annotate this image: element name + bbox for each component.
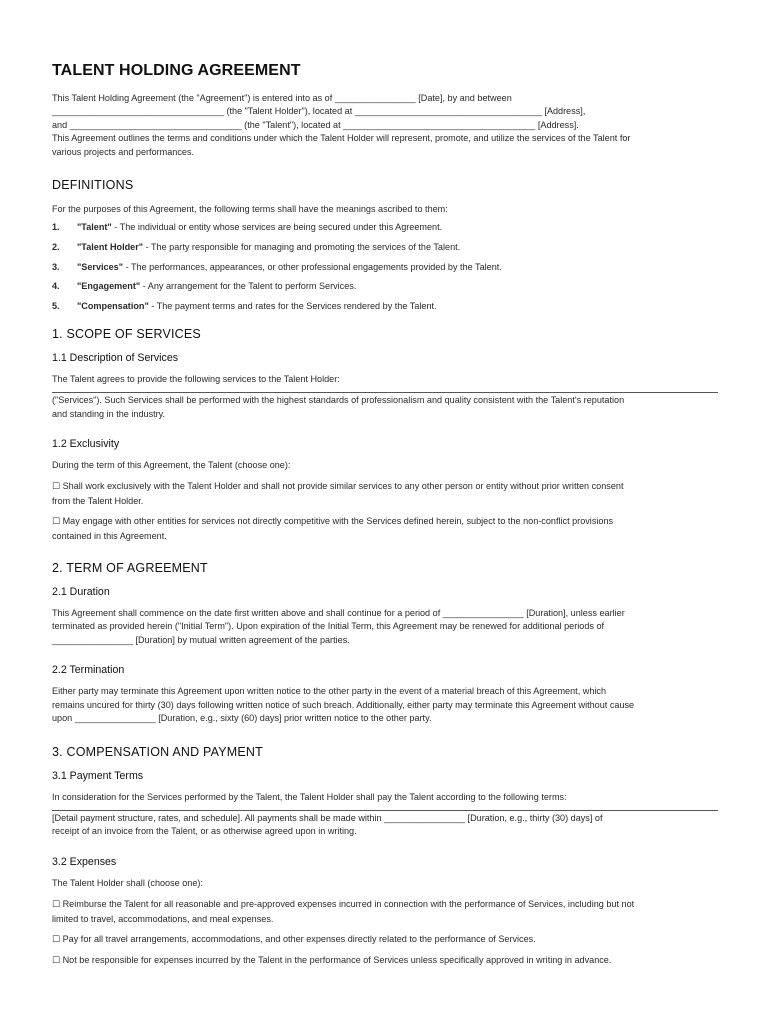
compensation-heading: 3. COMPENSATION AND PAYMENT <box>52 744 263 759</box>
expenses-option-pay-travel[interactable] <box>52 933 718 947</box>
intro-line: This Talent Holding Agreement (the "Agreement") is entered into as of ________________ [Date], by and between <box>52 93 512 103</box>
option-text: Shall work exclusively with the Talent Holder and shall not provide similar services to any other person or entity without prior written consent <box>62 481 624 492</box>
checkbox-icon[interactable]: ☐ <box>52 956 61 967</box>
intro-line: __________________________________ (the "Talent Holder"), located at _____________________________________ [Address], <box>52 106 586 117</box>
checkbox-icon[interactable]: ☐ <box>52 934 61 945</box>
duration-heading: 2.1 Duration <box>52 586 110 599</box>
definition-text: - Any arrangement for the Talent to perform Services. <box>140 281 357 292</box>
checkbox-icon[interactable]: ☐ <box>52 517 61 528</box>
checkbox-icon[interactable]: ☐ <box>52 900 61 911</box>
intro-paragraph <box>52 92 718 159</box>
document-title: TALENT HOLDING AGREEMENT <box>52 62 301 79</box>
duration-text: This Agreement shall commence on the date first written above and shall continue for a period of ________________ [Duration], unless earlier <box>52 608 625 619</box>
expenses-lead: The Talent Holder shall (choose one): <box>52 877 203 888</box>
description-text: ("Services"). Such Services shall be performed with the highest standards of professionalism and quality consistent with the Talent's reputation <box>52 395 625 406</box>
description-lead: The Talent agrees to provide the following services to the Talent Holder: <box>52 373 340 384</box>
exclusivity-option-non-exclusive[interactable] <box>52 515 718 543</box>
termination-text: Either party may terminate this Agreement upon written notice to the other party in the event of a material breach of this Agreement, which <box>52 686 606 697</box>
definitions-lead: For the purposes of this Agreement, the following terms shall have the meanings ascribed to them: <box>52 204 448 215</box>
definition-term: "Engagement" <box>77 281 141 292</box>
option-text: Reimburse the Talent for all reasonable and pre-approved expenses incurred in connection with the performance of Services, including but not <box>62 899 635 910</box>
option-text: contained in this Agreement. <box>52 530 167 541</box>
option-text: limited to travel, accommodations, and meal expenses. <box>52 913 274 924</box>
option-text: Pay for all travel arrangements, accommodations, and other expenses directly related to the performance of Services. <box>62 933 536 944</box>
option-text: from the Talent Holder. <box>52 495 144 506</box>
definition-term: "Services" <box>77 261 124 272</box>
duration-text: terminated as provided herein ("Initial Term"). Upon expiration of the Initial Term, this Agreement may be renewed for additional periods of <box>52 621 605 632</box>
definition-number: 1. <box>52 222 60 233</box>
intro-line: various projects and performances. <box>52 146 195 157</box>
checkbox-icon[interactable]: ☐ <box>52 482 61 493</box>
definition-term: "Talent Holder" <box>77 242 144 253</box>
definitions-heading: DEFINITIONS <box>52 178 134 193</box>
definition-text: - The party responsible for managing and promoting the services of the Talent. <box>143 242 461 253</box>
definition-item <box>52 261 718 274</box>
definition-text: - The individual or entity whose services are being secured under this Agreement. <box>111 222 443 233</box>
services-blank-line[interactable] <box>52 386 718 393</box>
intro-line: This Agreement outlines the terms and conditions under which the Talent Holder will represent, promote, and utilize the services of the Talent for <box>52 133 631 144</box>
payment-lead: In consideration for the Services performed by the Talent, the Talent Holder shall pay the Talent according to the following terms: <box>52 791 567 802</box>
definition-text: - The performances, appearances, or other professional engagements provided by the Talent. <box>123 261 502 272</box>
termination-text: remains uncured for thirty (30) days following written notice of such breach. Additionally, either party may terminate this Agreement without cause <box>52 699 635 710</box>
intro-line: and __________________________________ (the "Talent"), located at ______________________________________ [Address]. <box>52 119 579 130</box>
definition-term: "Talent" <box>77 222 112 233</box>
scope-heading: 1. SCOPE OF SERVICES <box>52 326 201 341</box>
definition-number: 5. <box>52 300 60 311</box>
exclusivity-lead: During the term of this Agreement, the Talent (choose one): <box>52 460 291 471</box>
expenses-heading: 3.2 Expenses <box>52 855 117 868</box>
option-text: Not be responsible for expenses incurred by the Talent in the performance of Services unless specifically approved in writing in advance. <box>62 955 612 966</box>
expenses-option-not-responsible[interactable] <box>52 954 718 968</box>
payment-text: [Detail payment structure, rates, and schedule]. All payments shall be made within ________________ [Duration, e.g., thirty (30) days] of <box>52 812 603 823</box>
duration-text: ________________ [Duration] by mutual written agreement of the parties. <box>52 634 350 645</box>
termination-text: upon ________________ [Duration, e.g., sixty (60) days] prior written notice to the other party. <box>52 713 432 724</box>
definition-number: 2. <box>52 242 60 253</box>
exclusivity-option-exclusive[interactable] <box>52 480 718 508</box>
payment-terms-heading: 3.1 Payment Terms <box>52 769 144 782</box>
definitions-list <box>52 221 718 312</box>
definition-item <box>52 221 718 234</box>
payment-blank-line[interactable] <box>52 804 718 811</box>
expenses-option-reimburse[interactable] <box>52 898 718 926</box>
document-content <box>52 62 718 976</box>
option-text: May engage with other entities for services not directly competitive with the Services defined herein, subject to the non-conflict provisions <box>62 516 614 527</box>
definition-item <box>52 280 718 293</box>
definition-number: 3. <box>52 261 60 272</box>
definition-item <box>52 241 718 254</box>
definition-term: "Compensation" <box>77 300 149 311</box>
exclusivity-heading: 1.2 Exclusivity <box>52 438 120 451</box>
description-heading: 1.1 Description of Services <box>52 351 179 364</box>
definition-item <box>52 300 718 313</box>
definition-text: - The payment terms and rates for the Services rendered by the Talent. <box>148 300 437 311</box>
payment-text: receipt of an invoice from the Talent, or as otherwise agreed upon in writing. <box>52 826 357 837</box>
description-text: and standing in the industry. <box>52 408 166 419</box>
definition-number: 4. <box>52 281 60 292</box>
termination-heading: 2.2 Termination <box>52 664 125 677</box>
term-heading: 2. TERM OF AGREEMENT <box>52 561 208 576</box>
